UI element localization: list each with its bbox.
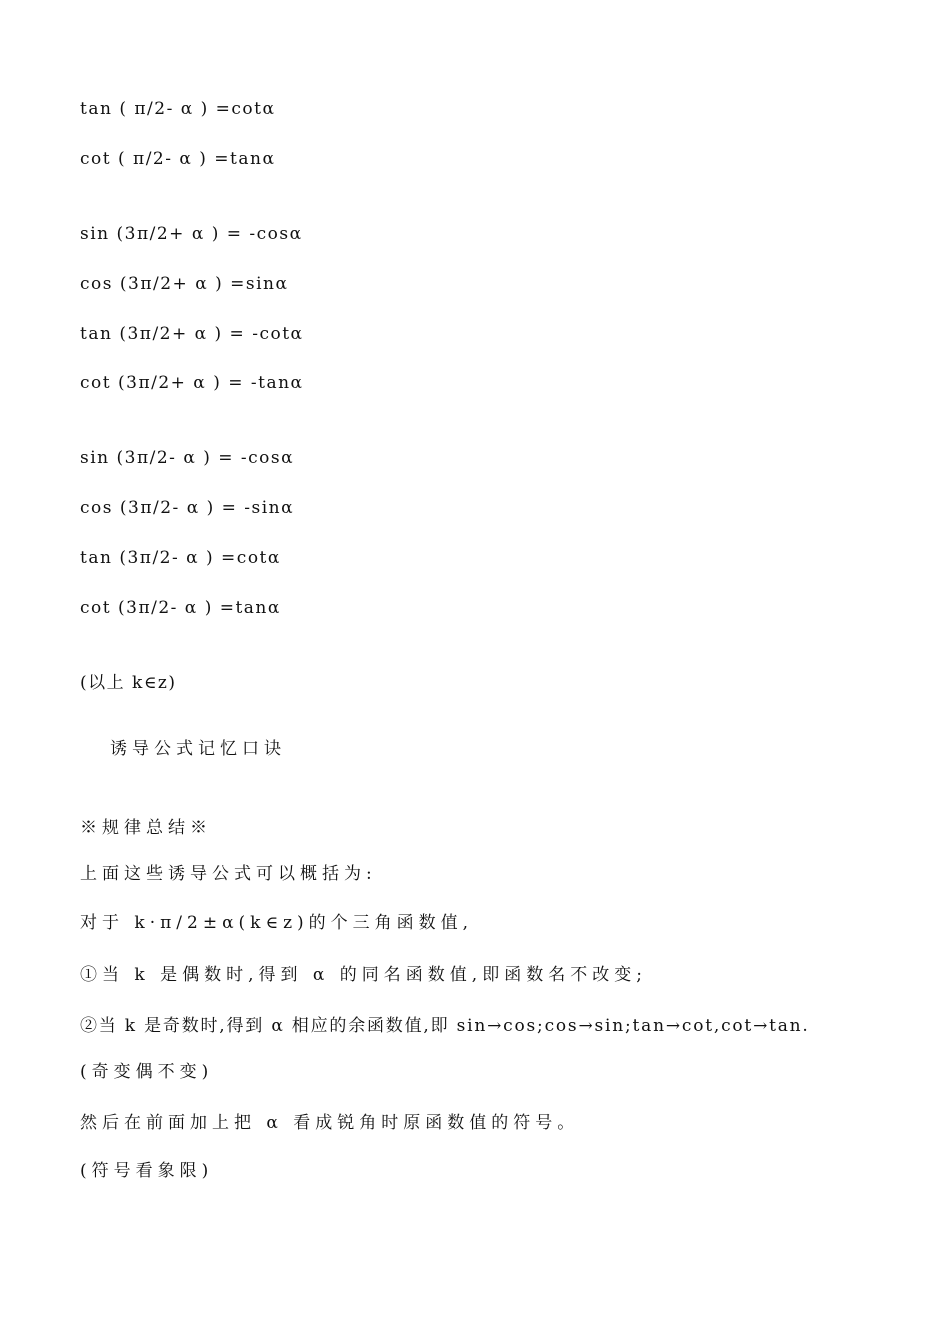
- paragraph-summary-intro: 上面这些诱导公式可以概括为:: [80, 864, 377, 884]
- paragraph-sign-rule: 然后在前面加上把 α 看成锐角时原函数值的符号。: [80, 1113, 580, 1133]
- formula-tan-3pi2-minus: tan (3π/2- α ) =cotα: [80, 548, 281, 568]
- formula-sin-3pi2-plus: sin (3π/2+ α ) = -cosα: [80, 224, 303, 244]
- paragraph-k-even: ①当 k 是偶数时,得到 α 的同名函数值,即函数名不改变;: [80, 965, 647, 985]
- formula-cos-3pi2-plus: cos (3π/2+ α ) =sinα: [80, 274, 289, 294]
- paragraph-k-odd: ②当 k 是奇数时,得到 α 相应的余函数值,即 sin→cos;cos→sin;tan→cot,cot→tan.: [80, 1016, 810, 1036]
- section-heading: 诱导公式记忆口诀: [110, 739, 286, 759]
- mnemonic-sign-quadrant: (符号看象限): [80, 1161, 214, 1181]
- formula-cot-3pi2-plus: cot (3π/2+ α ) = -tanα: [80, 373, 304, 393]
- formula-tan-3pi2-plus: tan (3π/2+ α ) = -cotα: [80, 324, 304, 344]
- formula-cos-3pi2-minus: cos (3π/2- α ) = -sinα: [80, 498, 295, 518]
- mnemonic-odd-even: (奇变偶不变): [80, 1062, 214, 1082]
- rule-summary-title: ※规律总结※: [80, 818, 212, 838]
- formula-tan-pi2-minus: tan ( π/2- α ) =cotα: [80, 99, 276, 119]
- formula-cot-3pi2-minus: cot (3π/2- α ) =tanα: [80, 598, 281, 618]
- note-k-in-z: (以上 k∈z): [80, 673, 177, 693]
- formula-cot-pi2-minus: cot ( π/2- α ) =tanα: [80, 149, 276, 169]
- paragraph-k-pi-over-2: 对于 k·π/2±α(k∈z)的个三角函数值,: [80, 913, 474, 933]
- formula-sin-3pi2-minus: sin (3π/2- α ) = -cosα: [80, 448, 295, 468]
